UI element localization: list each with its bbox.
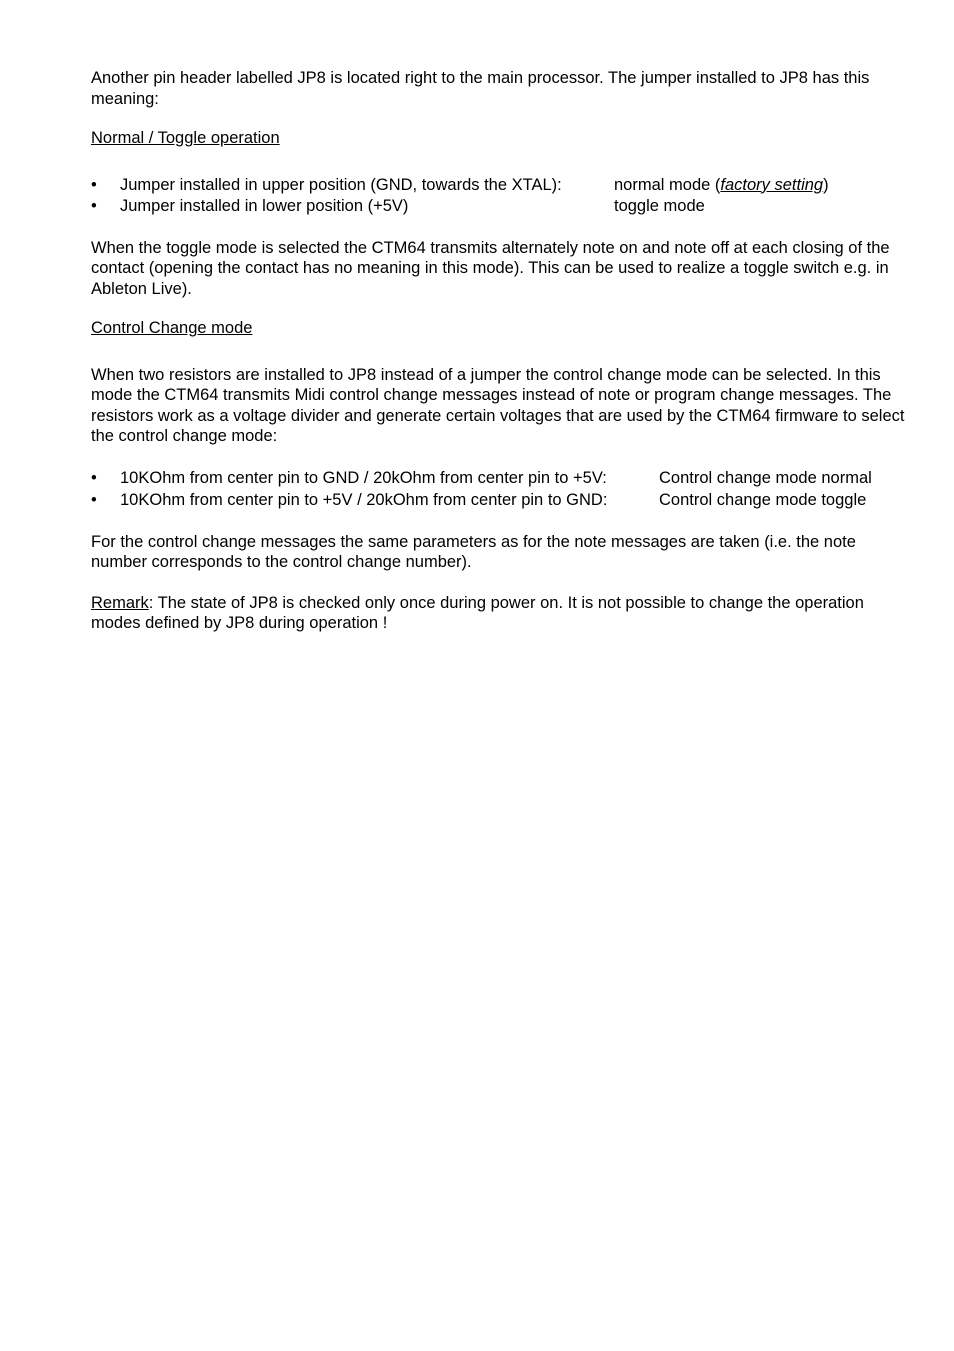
bullet-icon: •	[91, 468, 97, 487]
list-item-condition: Jumper installed in lower position (+5V)	[120, 197, 409, 215]
remark-label: Remark	[91, 593, 149, 612]
remark-text: : The state of JP8 is checked only once during power on. It is not possible to change the operation modes defined by JP8 during operation !	[91, 593, 864, 632]
toggle-mode-paragraph: When the toggle mode is selected the CTM64 transmits alternately note on and note off at each closing of the contact (opening the contact has no meaning in this mode). This can be used to realize a toggle switch e.g. in Ableton Live).	[91, 238, 890, 298]
list-item-result: Control change mode normal	[659, 468, 872, 487]
list-item-condition: Jumper installed in upper position (GND, towards the XTAL):	[120, 175, 562, 194]
list-item-result: toggle mode	[614, 197, 705, 215]
list-item	[91, 490, 911, 512]
list-item-condition: 10KOhm from center pin to GND / 20kOhm from center pin to +5V:	[120, 468, 607, 487]
section-heading-text: Normal / Toggle operation	[91, 129, 280, 147]
list-item	[91, 468, 911, 490]
remark-paragraph	[91, 593, 911, 634]
jumper-position-list	[91, 175, 911, 218]
list-item-condition: 10KOhm from center pin to +5V / 20kOhm from center pin to GND:	[120, 490, 608, 509]
control-change-paragraph: When two resistors are installed to JP8 instead of a jumper the control change mode can be selected. In this mode the CTM64 transmits Midi control change messages instead of note or program change messages. The resistors work as a voltage divider and generate certain voltages that are used by the CTM64 firmware to select the control change mode:	[91, 365, 905, 445]
factory-setting-emphasis: factory setting	[720, 175, 824, 194]
bullet-icon: •	[91, 197, 97, 215]
intro-paragraph: Another pin header labelled JP8 is located right to the main processor. The jumper installed to JP8 has this meaning:	[91, 69, 870, 108]
list-item-result: Control change mode toggle	[659, 490, 867, 509]
list-item-result: normal mode (factory setting)	[614, 175, 829, 194]
section-heading-control-change	[91, 318, 911, 339]
document-page	[91, 68, 911, 653]
list-item	[91, 196, 911, 218]
section-heading-normal-toggle	[91, 128, 911, 149]
bullet-icon: •	[91, 490, 97, 509]
resistor-configuration-list	[91, 468, 911, 512]
bullet-icon: •	[91, 175, 97, 194]
control-change-parameters-paragraph: For the control change messages the same parameters as for the note messages are taken (i.e. the note number corresponds to the control change number).	[91, 532, 856, 571]
list-item	[91, 175, 911, 197]
section-heading-text: Control Change mode	[91, 319, 253, 337]
